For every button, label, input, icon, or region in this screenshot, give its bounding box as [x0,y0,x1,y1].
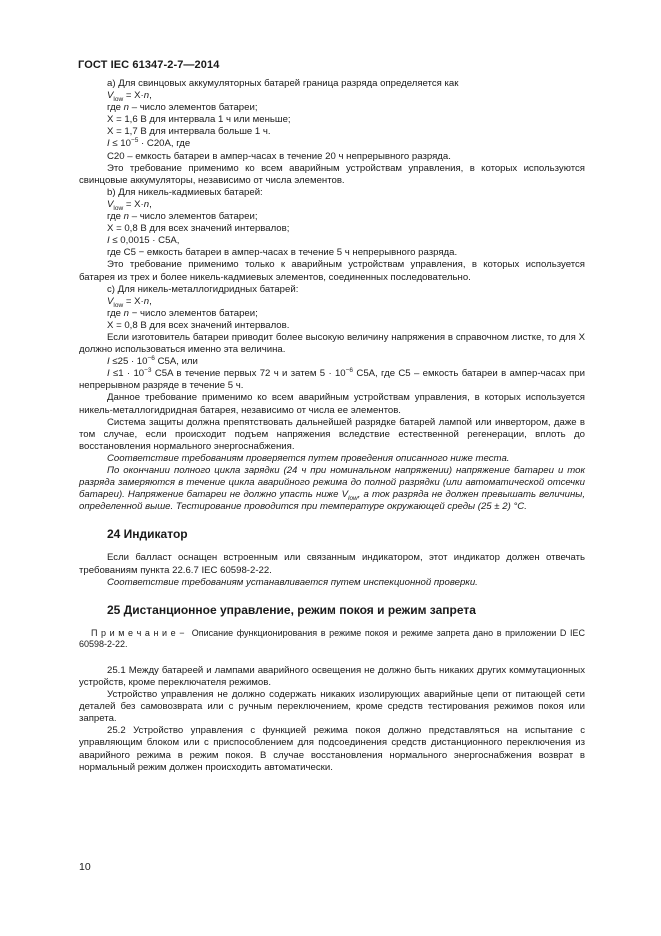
document-header: ГОСТ IEC 61347-2-7—2014 [78,59,220,71]
section-25-heading: 25 Дистанционное управление, режим покоя и режим запрета [107,602,476,617]
current-limit-b: I ≤ 0,0015 · C5A, [107,235,180,247]
x-value-a1: X = 1,6 В для интервала 1 ч или меньше; [107,114,291,126]
where-n-b: где n – число элементов батареи; [107,211,258,223]
current-limit-c1: $I \le 25 \cdot 10^{-6}$ C5A, или [107,354,198,368]
section-24-heading: 24 Индикатор [107,527,188,542]
nimh-requirement: Данное требование применимо ко всем аварийным устройствам управления, в которых используется никель-металлогидридная батарея, независимо от числа ее элементов. [79,392,585,416]
section-24-compliance: Соответствие требованиям устанавливается путем инспекционной проверки. [107,576,478,588]
section-24-paragraph: Если балласт оснащен встроенным или связанным индикатором, этот индикатор должен отвечать требованиям пункта 22.6.7 IEC 60598-2-22. [79,552,585,576]
formula-vlow-c: $V_{low} = X\cdot n$, [107,295,152,309]
lead-a-intro: а) Для свинцовых аккумуляторных батарей граница разряда определяется как [107,78,459,89]
x-value-b: X = 0,8 В для всех значений интервалов; [107,223,290,235]
note-text: Описание функционирования в режиме покоя и режиме запрета дано в приложении D IEC 60598-2-22. [79,627,585,650]
current-limit-a: $I \le 10^{-5} \cdot C20A$, где [107,137,191,150]
clause-25-1: 25.1 Между батареей и лампами аварийного освещения не должно быть никаких других коммутационных устройств, кроме переключателя режимов. [79,664,585,688]
x-value-c: X = 0,8 В для всех значений интервалов. [107,319,290,331]
protection-requirement: Система защиты должна препятствовать дальнейшей разрядке батарей лампой или инвертором, даже в том случае, если происходит подъем напряжения вследствие естественной регенерации, вплоть до восстановления нормального энергоснабжения. [79,416,585,452]
x-value-a2: X = 1,7 В для интервала больше 1 ч. [107,126,271,138]
compliance-statement: Соответствие требованиям проверяется путем проведения описанного ниже теста. [107,452,510,464]
where-n-c: где n − число элементов батареи; [107,307,258,319]
section-25-note [79,628,585,651]
formula-vlow-a: $V_{low} = X\cdot n$, [107,90,152,103]
manufacturer-voltage-note: Если изготовитель батареи приводит более высокую величину напряжения в справочном листке, то для X должно использоваться именно эта величина. [79,331,585,356]
lead-c-intro: c) Для никель-металлогидридных батарей: [107,283,299,295]
lead-acid-requirement: Это требование применимо ко всем аварийным устройствам управления, в которых используются свинцовые аккумуляторы, независимо от числа элементов. [79,162,585,186]
lead-b-intro: b) Для никель-кадмиевых батарей: [107,186,263,198]
nicd-requirement: Это требование применимо только к аварийным устройствам управления, в которых используется батарея из трех и более никель-кадмиевых элементов, соединенных последовательно. [79,259,585,283]
note-label: П р и м е ч а н и е − [91,627,185,638]
current-limit-c2: $I \le 1 \cdot 10^{-3}$ C5A в течение первых 72 ч и затем $5 \cdot 10^{-6}$ C5A, где C5 – емкость батареи в ампер-часах при непрерывном разряде в течение 5 ч. [79,367,585,392]
test-procedure: По окончании полного цикла зарядки (24 ч при номинальном напряжении) напряжение батареи и ток разряда замеряются в течение цикла аварийного режима до полной разрядки (или автоматической отсечки батареи). Напряжение батареи не должно упасть ниже $V_{low}$, а ток разряда не должен превышать величины, определенной выше. Тестирование проводится при температуре окружающей среды (25 ± 2) °С. [79,465,585,513]
where-n-a: где n – число элементов батареи; [107,102,258,114]
device-requirement: Устройство управления не должно содержать никаких изолирующих аварийные цепи от питающей сети деталей без самовозврата или с ручным переключением, кроме средств тестирования режимов покоя или запрета. [79,689,585,725]
page-number: 10 [79,861,91,873]
c5-definition: где C5 − емкость батареи в ампер-часах в течение 5 ч непрерывного разряда. [107,247,458,259]
formula-vlow-b: $V_{low} = X\cdot n$, [107,198,152,212]
clause-25-2: 25.2 Устройство управления с функцией режима покоя должно представляться на испытание с управляющим блоком или с приспособлением для подсоединения средств дистанционного переключения из аварийного режима в режим покоя. В случае восстановления нормального энергоснабжения возврат в нормальный режим должен происходить автоматически. [79,725,585,773]
c20-definition: C20 – емкость батареи в ампер-часах в течение 20 ч непрерывного разряда. [107,150,451,162]
page-body [79,78,585,774]
